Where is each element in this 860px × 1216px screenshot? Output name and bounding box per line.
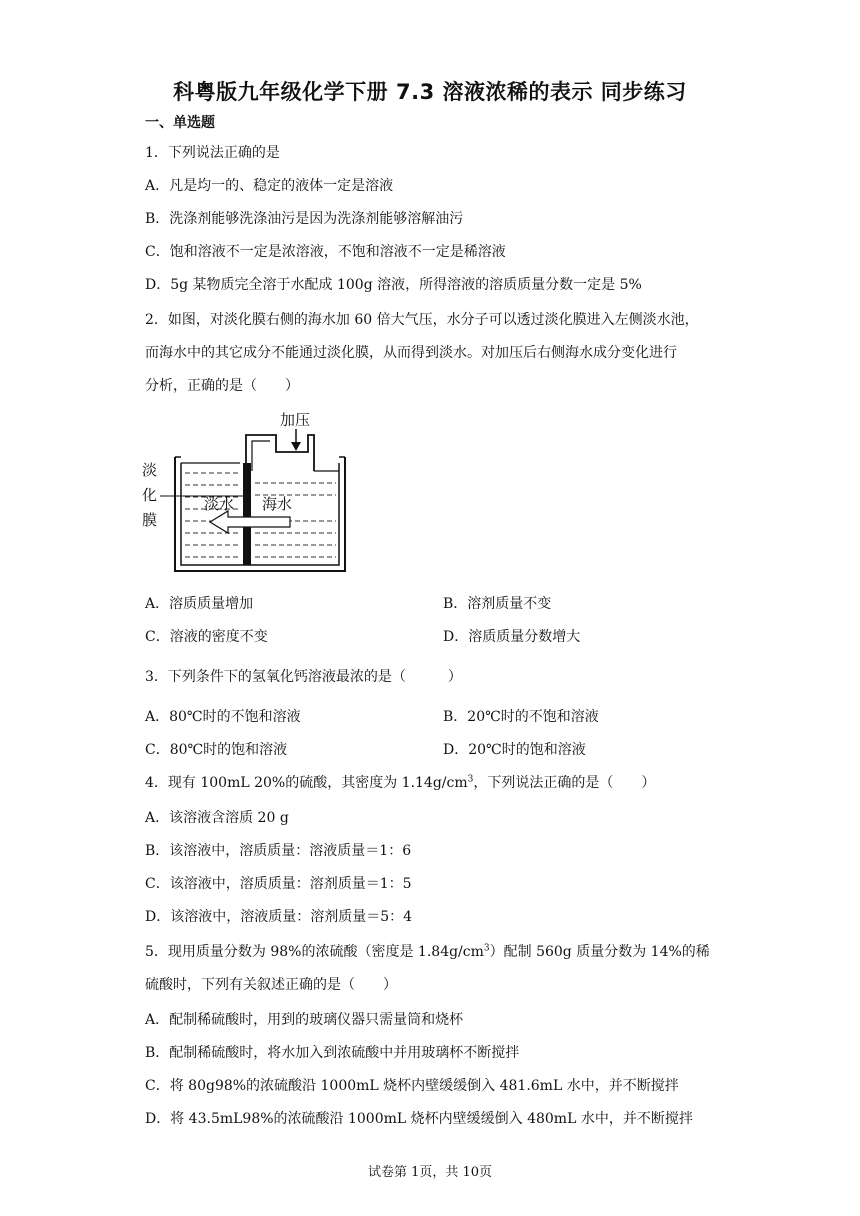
- label-fresh-water: 淡水: [204, 495, 235, 513]
- label-membrane-1: 淡: [142, 461, 158, 479]
- membrane: [243, 463, 251, 565]
- q4-stem: 4．现有 100mL 20%的硫酸，其密度为 $1.14g/cm^3$，下列说法正确的是（ ）: [145, 774, 656, 791]
- label-sea-water: 海水: [262, 495, 293, 513]
- label-pressure: 加压: [280, 411, 311, 429]
- label-membrane-2: 化: [142, 486, 158, 504]
- q2-stem-line-1: 2．如图，对淡化膜右侧的海水加 60 倍大气压，水分子可以透过淡化膜进入左侧淡水池，: [145, 312, 699, 328]
- q5-option-d: D．将 43.5mL98%的浓硫酸沿 1000mL 烧杯内壁缓缓倒入 480mL 水中，并不断搅拌: [145, 1111, 693, 1127]
- q1-stem: 1．下列说法正确的是: [145, 145, 280, 161]
- desalination-diagram: [140, 405, 360, 577]
- page-title: 科粤版九年级化学下册 7.3 溶液浓稀的表示 同步练习: [173, 80, 687, 104]
- q3-option-c: C．80℃时的饱和溶液: [145, 742, 288, 758]
- q5-option-b: B．配制稀硫酸时，将水加入到浓硫酸中并用玻璃杯不断搅拌: [145, 1045, 520, 1061]
- q2-option-a: A．溶质质量增加: [145, 596, 254, 612]
- q1-option-a: A．凡是均一的、稳定的液体一定是溶液: [145, 178, 394, 194]
- q2-stem-line-2: 而海水中的其它成分不能通过淡化膜，从而得到淡水。对加压后右侧海水成分变化进行: [145, 345, 677, 361]
- q3-option-b: B．20℃时的不饱和溶液: [443, 709, 599, 725]
- q5-stem-line-2: 硫酸时，下列有关叙述正确的是（ ）: [145, 977, 397, 993]
- q2-stem-line-3: 分析，正确的是（ ）: [145, 378, 299, 394]
- q5-option-a: A．配制稀硫酸时，用到的玻璃仪器只需量筒和烧杯: [145, 1012, 464, 1028]
- page-footer: 试卷第 1页，共 10页: [367, 1165, 493, 1180]
- q1-option-b: B．洗涤剂能够洗涤油污是因为洗涤剂能够溶解油污: [145, 211, 464, 227]
- q1-option-d: D．5g 某物质完全溶于水配成 100g 溶液，所得溶液的溶质质量分数一定是 5%: [145, 277, 642, 293]
- q2-option-b: B．溶剂质量不变: [443, 596, 552, 612]
- q4-option-c: C．该溶液中，溶质质量：溶剂质量＝1：5: [145, 876, 412, 892]
- q3-option-a: A．80℃时的不饱和溶液: [145, 709, 301, 725]
- q4-option-b: B．该溶液中，溶质质量：溶液质量＝1：6: [145, 843, 412, 859]
- q5-stem-line-1: 5．现用质量分数为 98%的浓硫酸（密度是 $1.84g/cm^3$）配制 560g 质量分数为 14%的稀: [145, 943, 710, 960]
- q5-option-c: C．将 80g98%的浓硫酸沿 1000mL 烧杯内壁缓缓倒入 481.6mL 水中，并不断搅拌: [145, 1078, 679, 1094]
- q2-option-d: D．溶质质量分数增大: [443, 629, 581, 645]
- q4-option-d: D．该溶液中，溶液质量：溶剂质量＝5：4: [145, 909, 413, 925]
- section-heading: 一、单选题: [145, 115, 215, 131]
- q3-option-d: D．20℃时的饱和溶液: [443, 742, 586, 758]
- q1-option-c: C．饱和溶液不一定是浓溶液，不饱和溶液不一定是稀溶液: [145, 244, 506, 260]
- q4-option-a: A．该溶液含溶质 20 g: [145, 810, 289, 826]
- label-membrane-3: 膜: [142, 511, 158, 529]
- q3-stem: 3．下列条件下的氢氧化钙溶液最浓的是（ ）: [145, 669, 462, 685]
- q2-option-c: C．溶液的密度不变: [145, 629, 268, 645]
